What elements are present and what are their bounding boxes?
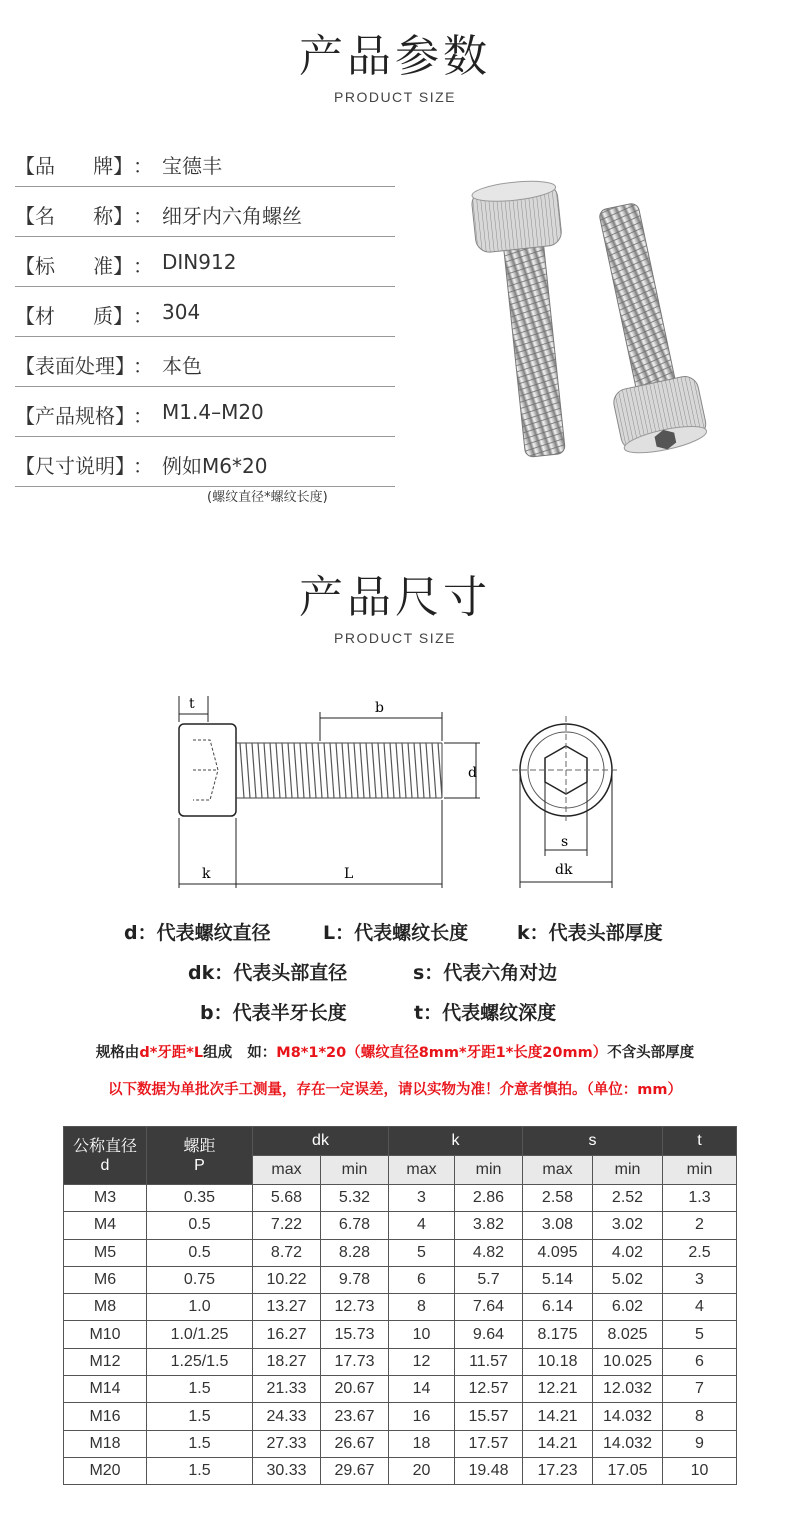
thread-line xyxy=(252,743,256,798)
table-cell: 2.52 xyxy=(593,1185,663,1212)
header-t: t xyxy=(663,1127,737,1156)
param-separator: ： xyxy=(133,304,153,328)
param-separator: ： xyxy=(133,354,153,378)
table-cell: 10 xyxy=(663,1457,737,1484)
table-cell: 2.86 xyxy=(455,1185,523,1212)
table-cell: 12 xyxy=(389,1348,455,1375)
subheader-min: min xyxy=(593,1156,663,1185)
table-cell: 17.57 xyxy=(455,1430,523,1457)
param-separator: ： xyxy=(133,154,153,178)
legend-d: d：代表螺纹直径 xyxy=(124,922,271,944)
table-row xyxy=(64,1403,737,1430)
table-cell: 15.57 xyxy=(455,1403,523,1430)
table-cell: 17.23 xyxy=(523,1457,593,1484)
thread-line xyxy=(438,743,442,798)
thread-line xyxy=(408,743,412,798)
thread-line xyxy=(372,743,376,798)
thread-line xyxy=(378,743,382,798)
table-cell: 10.18 xyxy=(523,1348,593,1375)
table-cell: 14.032 xyxy=(593,1430,663,1457)
table-row xyxy=(64,1430,737,1457)
param-separator: ： xyxy=(133,204,153,228)
table-cell: 11.57 xyxy=(455,1348,523,1375)
table-cell: M5 xyxy=(64,1239,147,1266)
table-cell: 10 xyxy=(389,1321,455,1348)
table-cell: 10.025 xyxy=(593,1348,663,1375)
table-cell: 1.0 xyxy=(147,1294,253,1321)
legend-dk: dk：代表头部直径 xyxy=(188,962,348,984)
thread-line xyxy=(348,743,352,798)
param-note: (螺纹直径*螺纹长度) xyxy=(207,490,328,505)
thread-line xyxy=(318,743,322,798)
legend-b: b：代表半牙长度 xyxy=(200,1002,347,1024)
table-cell: 14.21 xyxy=(523,1403,593,1430)
param-value: 304 xyxy=(162,300,201,324)
thread-line xyxy=(432,743,436,798)
screw-photo xyxy=(468,178,788,468)
dim-label-k: k xyxy=(202,866,211,882)
screw-dimension-diagram xyxy=(170,688,630,888)
thread-line xyxy=(330,743,334,798)
table-cell: 10.22 xyxy=(253,1266,321,1293)
table-cell: 3.02 xyxy=(593,1212,663,1239)
table-cell: 5 xyxy=(389,1239,455,1266)
table-cell: 14.032 xyxy=(593,1403,663,1430)
thread-line xyxy=(240,743,244,798)
section-title-params: 产品参数 xyxy=(299,31,491,82)
table-cell: 5.14 xyxy=(523,1266,593,1293)
spec-text-3: 组成 如： xyxy=(203,1045,277,1061)
table-row xyxy=(64,1239,737,1266)
thread-line xyxy=(324,743,328,798)
table-cell: 30.33 xyxy=(253,1457,321,1484)
dim-label-dk: dk xyxy=(555,862,573,878)
subheader-max: max xyxy=(389,1156,455,1185)
param-row xyxy=(15,236,395,287)
table-cell: 6 xyxy=(663,1348,737,1375)
table-cell: 1.25/1.5 xyxy=(147,1348,253,1375)
table-cell: 12.21 xyxy=(523,1376,593,1403)
table-cell: 20.67 xyxy=(321,1376,389,1403)
table-row xyxy=(64,1212,737,1239)
thread-line xyxy=(300,743,304,798)
table-cell: 8 xyxy=(663,1403,737,1430)
legend-L: L：代表螺纹长度 xyxy=(323,922,469,944)
table-cell: 14.21 xyxy=(523,1430,593,1457)
table-cell: 0.35 xyxy=(147,1185,253,1212)
table-row xyxy=(64,1321,737,1348)
table-cell: 4.02 xyxy=(593,1239,663,1266)
legend-k: k：代表头部厚度 xyxy=(517,922,663,944)
dim-label-b: b xyxy=(375,700,384,716)
thread-line xyxy=(270,743,274,798)
param-value: 例如M6*20 xyxy=(162,454,268,478)
thread-line xyxy=(294,743,298,798)
table-cell: 5.68 xyxy=(253,1185,321,1212)
table-cell: 7.22 xyxy=(253,1212,321,1239)
thread-line xyxy=(288,743,292,798)
spec-table xyxy=(63,1126,737,1485)
subheader-min: min xyxy=(663,1156,737,1185)
table-cell: 5 xyxy=(663,1321,737,1348)
table-cell: 2.58 xyxy=(523,1185,593,1212)
table-cell: 16 xyxy=(389,1403,455,1430)
thread-line xyxy=(342,743,346,798)
param-row xyxy=(15,336,395,387)
table-cell: 1.5 xyxy=(147,1457,253,1484)
thread-line xyxy=(384,743,388,798)
table-cell: 26.67 xyxy=(321,1430,389,1457)
table-cell: 17.73 xyxy=(321,1348,389,1375)
param-value: M1.4–M20 xyxy=(162,400,264,424)
table-cell: M20 xyxy=(64,1457,147,1484)
param-value: DIN912 xyxy=(162,250,237,274)
table-cell: 6 xyxy=(389,1266,455,1293)
subheader-min: min xyxy=(321,1156,389,1185)
section-subtitle-params: PRODUCT SIZE xyxy=(334,89,456,105)
thread-line xyxy=(312,743,316,798)
table-cell: 18.27 xyxy=(253,1348,321,1375)
thread-line xyxy=(360,743,364,798)
table-cell: M6 xyxy=(64,1266,147,1293)
table-cell: 17.05 xyxy=(593,1457,663,1484)
subheader-max: max xyxy=(253,1156,321,1185)
table-cell: 1.0/1.25 xyxy=(147,1321,253,1348)
spec-text-5: 不含头部厚度 xyxy=(607,1045,695,1061)
param-row xyxy=(15,436,395,487)
table-cell: 8.28 xyxy=(321,1239,389,1266)
table-cell: 21.33 xyxy=(253,1376,321,1403)
thread-line xyxy=(336,743,340,798)
table-cell: 7.64 xyxy=(455,1294,523,1321)
table-cell: 8.175 xyxy=(523,1321,593,1348)
table-cell: 1.5 xyxy=(147,1403,253,1430)
table-cell: M12 xyxy=(64,1348,147,1375)
table-cell: 0.5 xyxy=(147,1239,253,1266)
table-cell: 3.82 xyxy=(455,1212,523,1239)
subheader-min: min xyxy=(455,1156,523,1185)
thread-line xyxy=(258,743,262,798)
table-cell: 1.5 xyxy=(147,1430,253,1457)
table-cell: 6.14 xyxy=(523,1294,593,1321)
param-label: 【材 质】 xyxy=(15,304,134,328)
table-cell: M8 xyxy=(64,1294,147,1321)
header-k: k xyxy=(389,1127,523,1156)
thread-line xyxy=(264,743,268,798)
thread-line xyxy=(402,743,406,798)
thread-line xyxy=(276,743,280,798)
table-cell: 4 xyxy=(663,1294,737,1321)
header-nominal-diameter: 公称直径 d xyxy=(64,1127,147,1185)
param-label: 【尺寸说明】 xyxy=(15,454,135,478)
table-cell: 12.57 xyxy=(455,1376,523,1403)
param-value: 细牙内六角螺丝 xyxy=(162,204,302,228)
table-cell: 9.64 xyxy=(455,1321,523,1348)
table-cell: M3 xyxy=(64,1185,147,1212)
param-row xyxy=(15,186,395,237)
table-cell: 5.32 xyxy=(321,1185,389,1212)
param-separator: ： xyxy=(133,254,153,278)
table-cell: 3 xyxy=(663,1266,737,1293)
table-cell: 4 xyxy=(389,1212,455,1239)
thread-line xyxy=(390,743,394,798)
dim-label-t: t xyxy=(189,696,195,712)
table-cell: 0.75 xyxy=(147,1266,253,1293)
header-dk: dk xyxy=(253,1127,389,1156)
table-cell: 13.27 xyxy=(253,1294,321,1321)
param-label: 【名 称】 xyxy=(15,204,134,228)
header-pitch: 螺距 P xyxy=(147,1127,253,1185)
param-separator: ： xyxy=(133,454,153,478)
table-row xyxy=(64,1185,737,1212)
param-row xyxy=(15,136,395,187)
thread-line xyxy=(396,743,400,798)
table-row xyxy=(64,1348,737,1375)
param-label: 【标 准】 xyxy=(15,254,134,278)
table-cell: 16.27 xyxy=(253,1321,321,1348)
table-cell: 20 xyxy=(389,1457,455,1484)
table-cell: 8.72 xyxy=(253,1239,321,1266)
thread-line xyxy=(420,743,424,798)
param-separator: ： xyxy=(133,404,153,428)
thread-line xyxy=(354,743,358,798)
table-cell: 15.73 xyxy=(321,1321,389,1348)
thread-line xyxy=(366,743,370,798)
table-cell: 18 xyxy=(389,1430,455,1457)
measurement-warning: 以下数据为单批次手工测量，存在一定误差，请以实物为准！介意者慎拍。（单位：mm） xyxy=(108,1082,682,1098)
table-cell: M18 xyxy=(64,1430,147,1457)
table-cell: M10 xyxy=(64,1321,147,1348)
legend-s: s：代表六角对边 xyxy=(413,962,558,984)
table-row xyxy=(64,1376,737,1403)
table-cell: 7 xyxy=(663,1376,737,1403)
table-cell: M14 xyxy=(64,1376,147,1403)
table-cell: 9 xyxy=(663,1430,737,1457)
legend-t: t：代表螺纹深度 xyxy=(414,1002,557,1024)
section-subtitle-size: PRODUCT SIZE xyxy=(334,630,456,646)
param-row xyxy=(15,386,395,437)
thread-line xyxy=(426,743,430,798)
table-cell: 2 xyxy=(663,1212,737,1239)
table-cell: 29.67 xyxy=(321,1457,389,1484)
table-cell: 2.5 xyxy=(663,1239,737,1266)
table-row xyxy=(64,1266,737,1293)
param-row xyxy=(15,286,395,337)
spec-text-2: d*牙距*L xyxy=(139,1045,204,1061)
table-cell: 1.3 xyxy=(663,1185,737,1212)
table-cell: 8.025 xyxy=(593,1321,663,1348)
table-cell: 4.095 xyxy=(523,1239,593,1266)
spec-text-4: M8*1*20（螺纹直径8mm*牙距1*长度20mm） xyxy=(276,1045,608,1061)
param-label: 【品 牌】 xyxy=(15,154,134,178)
table-cell: M4 xyxy=(64,1212,147,1239)
table-cell: 12.73 xyxy=(321,1294,389,1321)
table-cell: 8 xyxy=(389,1294,455,1321)
table-cell: 5.02 xyxy=(593,1266,663,1293)
table-cell: 4.82 xyxy=(455,1239,523,1266)
dim-label-d: d xyxy=(468,765,477,781)
spec-text-1: 规格由 xyxy=(95,1045,140,1061)
param-value: 本色 xyxy=(162,354,202,378)
table-cell: 19.48 xyxy=(455,1457,523,1484)
table-cell: 23.67 xyxy=(321,1403,389,1430)
table-cell: 9.78 xyxy=(321,1266,389,1293)
thread-line xyxy=(246,743,250,798)
table-cell: 0.5 xyxy=(147,1212,253,1239)
table-cell: M16 xyxy=(64,1403,147,1430)
header-s: s xyxy=(523,1127,663,1156)
table-cell: 6.78 xyxy=(321,1212,389,1239)
table-cell: 5.7 xyxy=(455,1266,523,1293)
param-label: 【产品规格】 xyxy=(15,404,135,428)
section-title-size: 产品尺寸 xyxy=(299,572,491,623)
table-cell: 27.33 xyxy=(253,1430,321,1457)
dim-label-L: L xyxy=(344,866,354,882)
param-value: 宝德丰 xyxy=(162,154,222,178)
table-cell: 3 xyxy=(389,1185,455,1212)
subheader-max: max xyxy=(523,1156,593,1185)
thread-line xyxy=(282,743,286,798)
table-cell: 1.5 xyxy=(147,1376,253,1403)
table-row xyxy=(64,1457,737,1484)
table-cell: 12.032 xyxy=(593,1376,663,1403)
table-cell: 24.33 xyxy=(253,1403,321,1430)
table-row xyxy=(64,1294,737,1321)
table-cell: 14 xyxy=(389,1376,455,1403)
thread-line xyxy=(414,743,418,798)
param-label: 【表面处理】 xyxy=(15,354,135,378)
table-cell: 3.08 xyxy=(523,1212,593,1239)
spec-composition-line xyxy=(0,1041,790,1062)
table-cell: 6.02 xyxy=(593,1294,663,1321)
thread-line xyxy=(306,743,310,798)
dim-label-s: s xyxy=(561,834,569,850)
